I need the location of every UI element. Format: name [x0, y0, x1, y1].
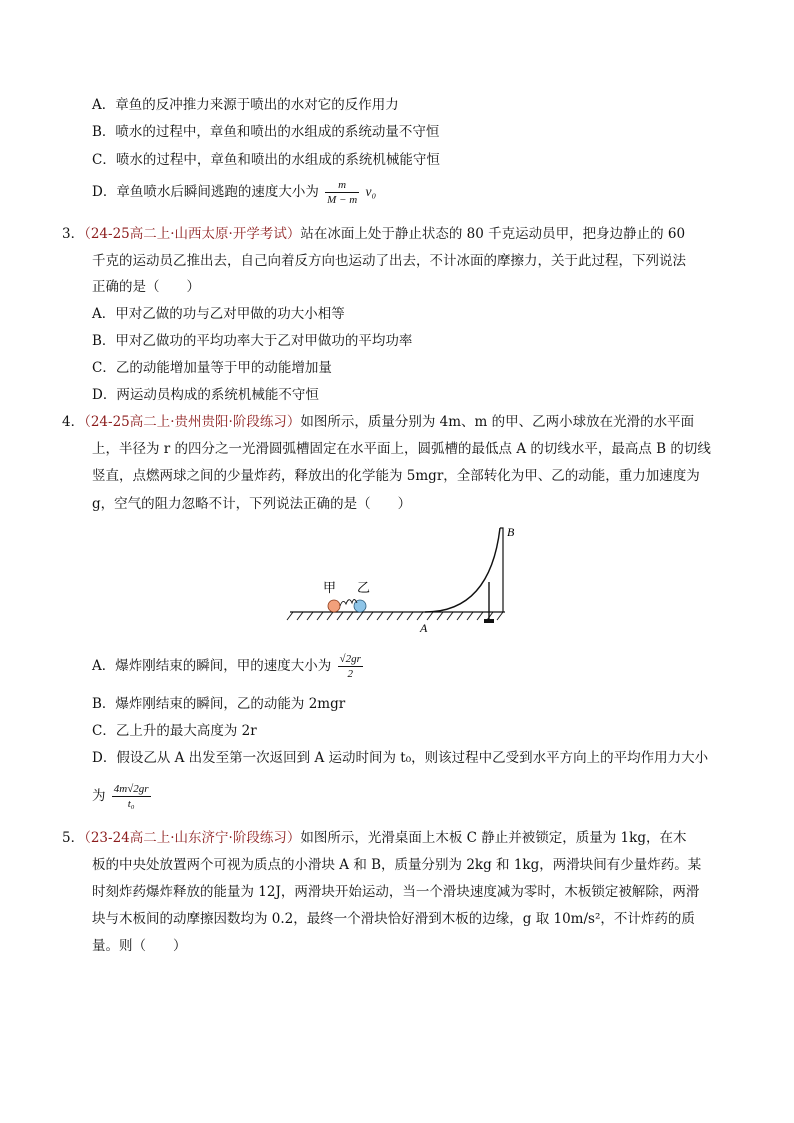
- ball-yi: [354, 600, 366, 612]
- q5-stem-line1: [62, 828, 686, 848]
- q2-option-c: C．喷水的过程中，章鱼和喷出的水组成的系统机械能守恒: [92, 152, 440, 168]
- question-source: （23-24高二上·山东济宁·阶段练习）: [84, 830, 301, 846]
- q4-text: 如图所示，质量分别为 4m、m 的甲、乙两小球放在光滑的水平面: [300, 414, 695, 430]
- label-jia: 甲: [323, 580, 337, 595]
- q2-option-d-fraction: [325, 178, 359, 207]
- q2-option-d-text: D．章鱼喷水后瞬间逃跑的速度大小为: [92, 184, 319, 200]
- fraction-numerator: 4m√2gr: [113, 783, 149, 795]
- q3-text: 站在冰面上处于静止状态的 80 千克运动员甲，把身边静止的 60: [300, 226, 686, 242]
- q5-stem-line4: 块与木板间的动摩擦因数均为 0.2，最终一个滑块恰好滑到木板的边缘，g 取 10m/s²，不计炸药的质: [92, 911, 695, 927]
- ball-jia: [328, 600, 340, 612]
- label-point-b: B: [507, 525, 515, 539]
- q5-stem-line3: 时刻炸药爆炸释放的能量为 12J，两滑块开始运动，当一个滑块速度减为零时，木板锁定被解除，两滑: [92, 884, 700, 900]
- ground-hatching: [287, 612, 503, 620]
- q4-stem-line3: 竖直，点燃两球之间的少量炸药，释放出的化学能为 5mgr，全部转化为甲、乙的动能，重力加速度为: [92, 468, 700, 484]
- label-yi: 乙: [357, 580, 371, 595]
- q4-stem-line2: 上，半径为 r 的四分之一光滑圆弧槽固定在水平面上，圆弧槽的最低点 A 的切线水平，最高点 B 的切线: [92, 441, 711, 457]
- q3-stem-line3: 正确的是（ ）: [92, 279, 200, 295]
- q4-figure: [285, 520, 545, 640]
- question-source: （24-25高二上·贵州贵阳·阶段练习）: [84, 414, 301, 430]
- question-number: 4．: [62, 414, 85, 430]
- q4-option-b: B．爆炸刚结束的瞬间，乙的动能为 2mgr: [92, 696, 346, 712]
- q4-option-d-line2: [92, 782, 153, 811]
- q2-option-a: A．章鱼的反冲推力来源于喷出的水对它的反作用力: [92, 97, 399, 113]
- q2-option-b: B．喷水的过程中，章鱼和喷出的水组成的系统动量不守恒: [92, 124, 440, 140]
- q2-option-d: [92, 178, 376, 207]
- q5-text: 如图所示，光滑桌面上木板 C 静止并被锁定，质量为 1kg，在木: [300, 830, 687, 846]
- q4-option-d-line1: D．假设乙从 A 出发至第一次返回到 A 运动时间为 t₀，则该过程中乙受到水平方向上的平均作用力大小: [92, 750, 709, 766]
- question-source: （24-25高二上·山西太原·开学考试）: [84, 226, 301, 242]
- q4-option-a-fraction: [338, 652, 363, 681]
- fraction-denominator: 2: [347, 668, 353, 680]
- question-number: 3．: [62, 226, 85, 242]
- q4-stem-line1: [62, 412, 694, 432]
- q3-option-d: D．两运动员构成的系统机械能不守恒: [92, 387, 319, 403]
- q3-option-c: C．乙的动能增加量等于甲的动能增加量: [92, 360, 332, 376]
- q3-option-a: A．甲对乙做的功与乙对甲做的功大小相等: [92, 306, 345, 322]
- q5-stem-line5: 量。则（ ）: [92, 938, 187, 954]
- q4-option-d-text: 为: [92, 788, 106, 804]
- q2-option-d-velocity: v₀: [365, 184, 377, 199]
- support-base: [484, 619, 494, 623]
- q4-stem-line4: g，空气的阻力忽略不计，下列说法正确的是（ ）: [92, 496, 412, 512]
- label-point-a: A: [420, 621, 428, 635]
- q3-stem-line2: 千克的运动员乙推出去，自己向着反方向也运动了出去，不计冰面的摩擦力，关于此过程，下列说法: [92, 253, 686, 269]
- q3-option-b: B．甲对乙做功的平均功率大于乙对甲做功的平均功率: [92, 333, 413, 349]
- fraction-denominator: t₀: [127, 798, 135, 810]
- q3-stem-line1: [62, 224, 685, 244]
- fraction-numerator: m: [325, 178, 359, 193]
- fraction-denominator: M − m: [327, 194, 358, 206]
- q4-option-a: [92, 652, 365, 681]
- fraction-numerator: √2gr: [339, 653, 361, 665]
- question-number: 5．: [62, 830, 85, 846]
- groove-back: [500, 528, 503, 612]
- q5-stem-line2: 板的中央处放置两个可视为质点的小滑块 A 和 B，质量分别为 2kg 和 1kg，两滑块间有少量炸药。某: [92, 857, 702, 873]
- q4-option-a-text: A．爆炸刚结束的瞬间，甲的速度大小为: [92, 658, 332, 674]
- q4-option-d-fraction: [112, 782, 151, 811]
- q4-option-c: C．乙上升的最大高度为 2r: [92, 723, 257, 739]
